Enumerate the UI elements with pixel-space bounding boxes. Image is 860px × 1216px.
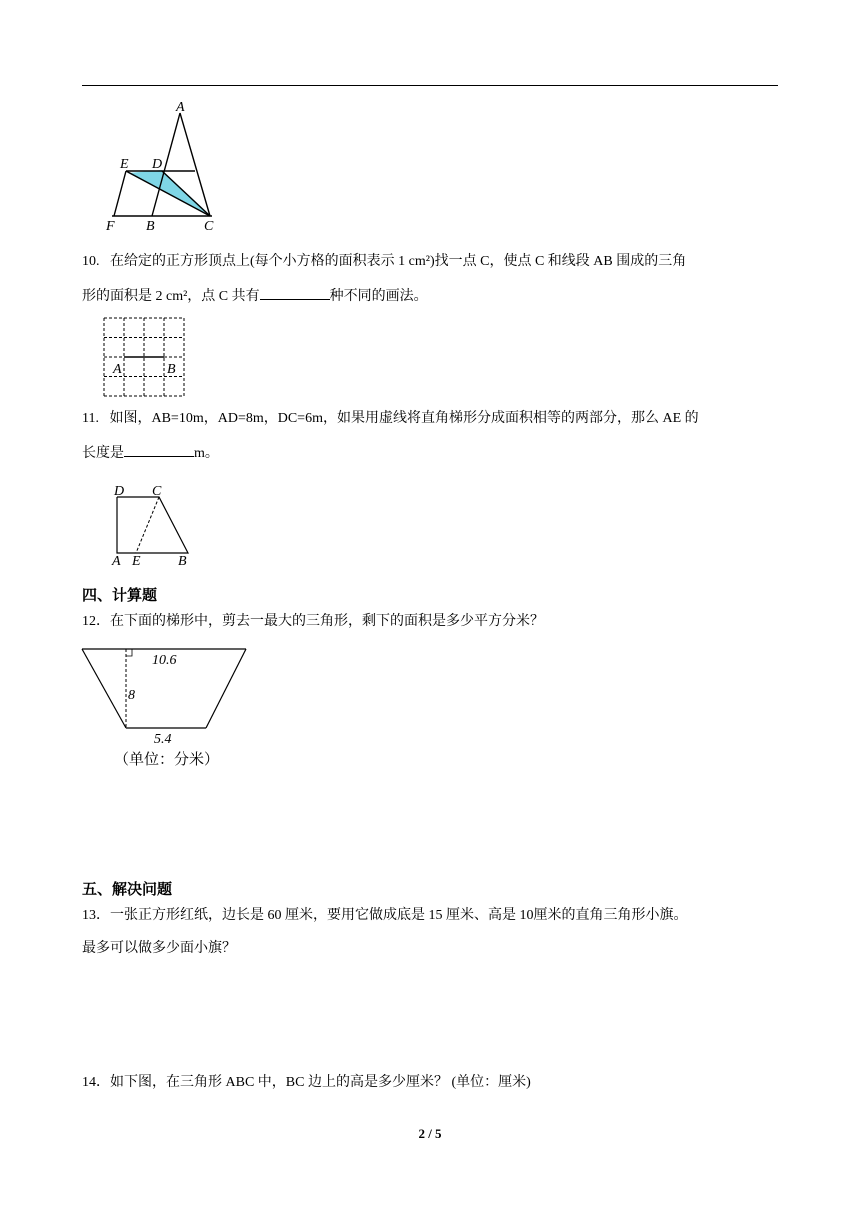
q11-line1: 11. 如图，AB=10m，AD=8m，DC=6m，如果用虚线将直角梯形分成面积相等的两部分，那么 AE 的 <box>82 411 699 426</box>
label-f: F <box>106 219 115 234</box>
unit-note: （单位：分米） <box>114 750 220 768</box>
q13-line1: 13．一张正方形红纸，边长是 60 厘米，要用它做成底是 15 厘米、高是 10厘米的直角三角形小旗。 <box>82 908 688 923</box>
q10-line2: 形的面积是 2 cm²，点 C 共有 种不同的画法。 <box>82 285 782 307</box>
label-e: E <box>120 157 129 172</box>
q11-line2: 长度是 m。 <box>82 442 782 464</box>
height-label: 8 <box>128 688 135 703</box>
trap-label-e: E <box>132 554 141 569</box>
label-d: D <box>152 157 163 172</box>
grid-label-b: B <box>167 362 176 377</box>
trap-label-d: D <box>114 484 125 499</box>
figure-grid <box>104 318 188 398</box>
grid-label-a: A <box>113 362 122 377</box>
trap-label-b: B <box>178 554 187 569</box>
answer-blank[interactable] <box>260 285 330 300</box>
figure-right-trapezoid <box>108 483 198 569</box>
label-b: B <box>146 219 155 234</box>
q13-line2: 最多可以做多少面小旗？ <box>82 941 236 956</box>
figure-triangle-abc <box>100 98 230 233</box>
label-c: C <box>204 219 214 234</box>
trap-label-a: A <box>112 554 121 569</box>
section-heading-calc: 四、计算题 <box>82 586 158 604</box>
q10-line1: 10. 在给定的正方形顶点上(每个小方格的面积表示 1 cm²)找一点 C，使点 C 和线段 AB 围成的三角 <box>82 254 687 269</box>
header-rule <box>82 85 778 86</box>
bottom-base-label: 5.4 <box>154 732 172 747</box>
figure-trapezoid-calc <box>80 646 250 746</box>
answer-blank[interactable] <box>124 442 194 457</box>
q12-text: 12．在下面的梯形中，剪去一最大的三角形，剩下的面积是多少平方分米？ <box>82 614 544 629</box>
trap-label-c: C <box>152 484 162 499</box>
top-base-label: 10.6 <box>152 653 177 668</box>
label-a: A <box>176 100 185 115</box>
section-heading-solve: 五、解决问题 <box>82 880 173 898</box>
page-number: 2 / 5 <box>418 1126 442 1141</box>
q14-text: 14．如下图，在三角形 ABC 中，BC 边上的高是多少厘米？ (单位：厘米) <box>82 1075 531 1090</box>
